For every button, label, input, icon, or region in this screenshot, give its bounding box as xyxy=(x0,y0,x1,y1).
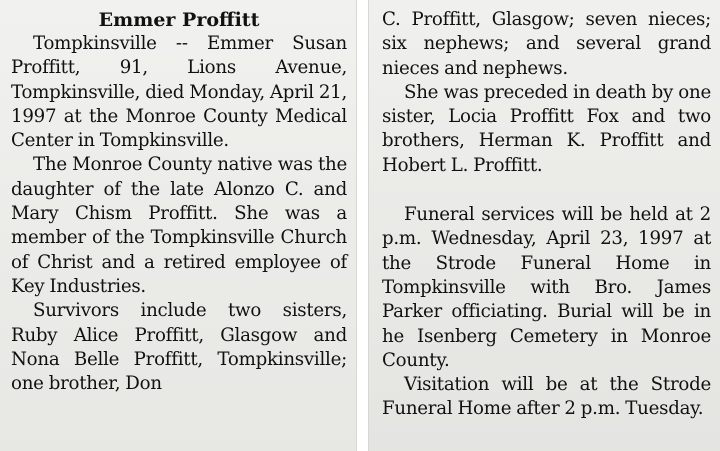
obituary-paragraph-visitation: Visitation will be at the Strode Funeral Home after 2 p.m. Tuesday. xyxy=(382,374,711,420)
obituary-paragraph-funeral: Funeral services will be held at 2 p.m. Wednesday, April 23, 1997 at the Strode Funeral Home in Tompkinsville with Bro. James Parker officiating. Burial will be in he Isenberg Cemetery in Monroe County. xyxy=(382,204,711,371)
obituary-paragraph-intro: Tompkinsville -- Emmer Susan Proffitt, 91, Lions Avenue, Tompkinsville, died Monday, April 21, 1997 at the Monroe County Medical Center in Tompkinsville. xyxy=(11,33,347,152)
clipping-gap xyxy=(357,0,368,451)
obituary-paragraph-survivors-continued: C. Proffitt, Glasgow; seven nieces; six nephews; and several grand nieces and nephews. xyxy=(382,9,711,79)
obituary-clipping-left xyxy=(0,0,357,451)
obituary-title: Emmer Proffitt xyxy=(98,9,260,31)
obituary-paragraph-background: The Monroe County native was the daughter of the late Alonzo C. and Mary Chism Proffitt. She was a member of the Tompkinsville Church of Christ and a retired employee of Key Industries. xyxy=(11,154,347,297)
left-text-column xyxy=(11,8,347,396)
obituary-clipping-right xyxy=(368,0,720,451)
obituary-paragraph-survivors: Survivors include two sisters, Ruby Alice Proffitt, Glasgow and Nona Belle Proffitt, Tompkinsville; one brother, Don xyxy=(11,300,347,395)
obituary-paragraph-preceded: She was preceded in death by one sister, Locia Proffitt Fox and two brothers, Herman K. Proffitt and Hobert L. Proffitt. xyxy=(382,81,711,176)
right-text-column xyxy=(382,8,711,422)
